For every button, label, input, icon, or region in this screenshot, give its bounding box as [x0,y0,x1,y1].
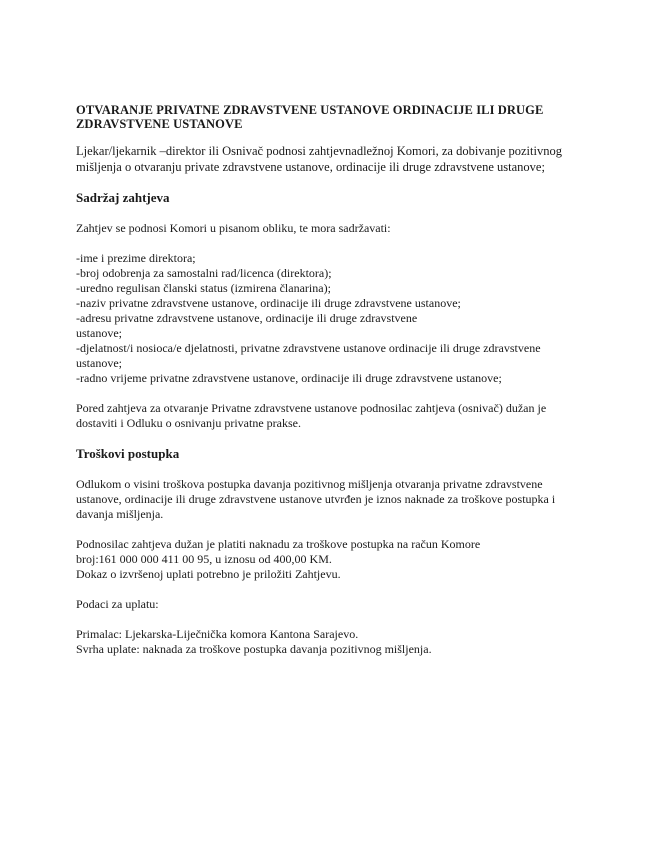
list-item: -naziv privatne zdravstvene ustanove, ordinacije ili druge zdravstvene ustanove; [76,296,461,310]
intro-paragraph: Ljekar/ljekarnik –direktor ili Osnivač podnosi zahtjevnadležnoj Komori, za dobivanje pozitivnog mišljenja o otvaranju private zdravstvene ustanove, ordinacije ili druge zdravstvene ustanove; [76,144,562,174]
document-title: OTVARANJE PRIVATNE ZDRAVSTVENE USTANOVE ORDINACIJE ILI DRUGE ZDRAVSTVENE USTANOVE [76,103,544,131]
request-requirements-list [76,251,581,386]
payment-line: broj:161 000 000 411 00 95, u iznosu od 400,00 KM. [76,552,332,566]
payment-recipient: Primalac: Ljekarska-Liječnička komora Kantona Sarajevo. [76,627,359,641]
payment-data-label: Podaci za uplatu: [76,597,159,611]
list-item: ustanove; [76,356,122,370]
list-item: ustanove; [76,326,122,340]
payment-instructions [76,537,581,582]
costs-decision-paragraph: Odlukom o visini troškova postupka davanja pozitivnog mišljenja otvaranja privatne zdravstvene ustanove, ordinacije ili druge zdravstvene ustanove utvrđen je iznos naknade za troškove postupka i davanja mišljenja. [76,477,556,521]
payment-line: Dokaz o izvršenoj uplati potrebno je priložiti Zahtjevu. [76,567,341,581]
list-item: -broj odobrenja za samostalni rad/licenca (direktora); [76,266,332,280]
section-heading-costs: Troškovi postupka [76,446,180,461]
payment-line: Podnosilac zahtjeva dužan je platiti naknadu za troškove postupka na račun Komore [76,537,481,551]
list-item: -adresu privatne zdravstvene ustanove, ordinacije ili druge zdravstvene [76,311,418,325]
list-item: -uredno regulisan članski status (izmirena članarina); [76,281,331,295]
request-note: Pored zahtjeva za otvaranje Privatne zdravstvene ustanove podnosilac zahtjeva (osnivač) dužan je dostaviti i Odluku o osnivanju privatne prakse. [76,401,547,430]
document-content [76,103,581,657]
list-item: -ime i prezime direktora; [76,251,196,265]
payment-purpose: Svrha uplate: naknada za troškove postupka davanja pozitivnog mišljenja. [76,642,432,656]
list-item: -djelatnost/i nosioca/e djelatnosti, privatne zdravstvene ustanove ordinacije ili druge zdravstvene [76,341,541,355]
list-item: -radno vrijeme privatne zdravstvene ustanove, ordinacije ili druge zdravstvene ustanove; [76,371,502,385]
request-lead: Zahtjev se podnosi Komori u pisanom obliku, te mora sadržavati: [76,221,391,235]
section-heading-request: Sadržaj zahtjeva [76,190,170,205]
